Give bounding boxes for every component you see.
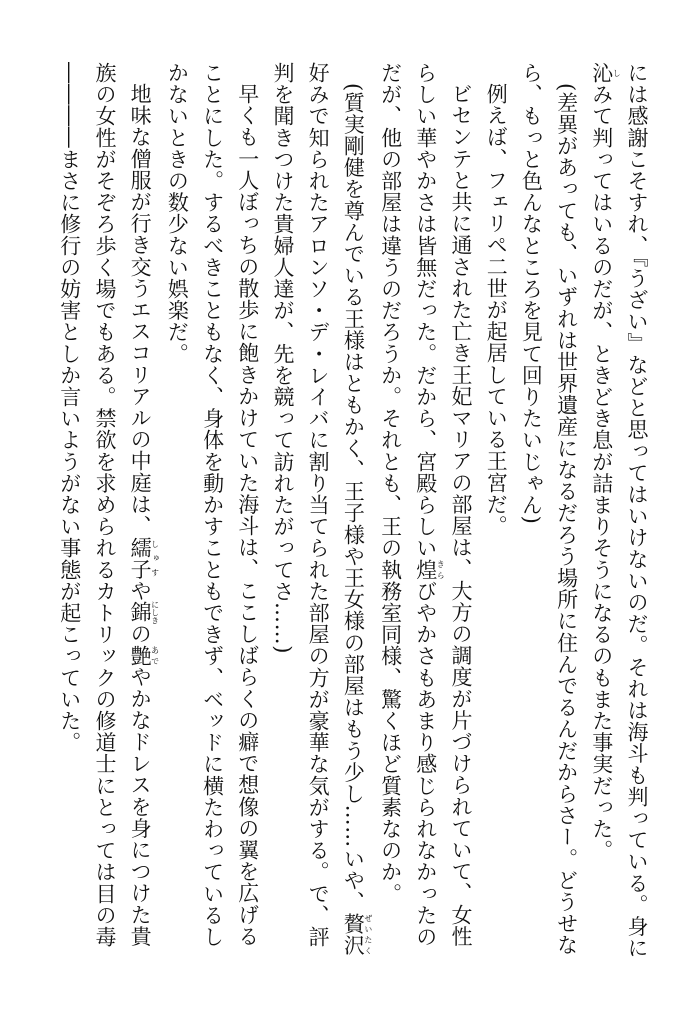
text-run: や	[128, 579, 153, 602]
paragraph	[478, 62, 513, 962]
paragraph	[584, 62, 654, 962]
ruby-reading: ぜいたく	[363, 912, 373, 956]
vertical-text-body	[34, 62, 654, 962]
text-run: びやかさもあまり感じられなかったのだが、他の部屋は違うのだろうか。それとも、王の執務室同様、驚くほど質素なのか。	[378, 62, 438, 948]
paragraph	[87, 62, 159, 962]
text-run: 早くも一人ぼっちの散歩に飽きかけていた海斗は、ここしばらくの癖で想像の翼を広げることにした。するべきこともなく、身体を動かすこともできず、ベッドに横たわっているしかないときの数少ない娯楽だ。	[165, 62, 260, 948]
text-run: 好みで知られたアロンソ・デ・レイバに割り当てられた部屋の方が豪華な気がする。で、評判を聞きつけた貴婦人達が、先を競って訪れたがってさ……)	[270, 62, 331, 948]
text-run: みて判ってはいるのだが、ときどき息が詰まりそうになるのもまた事実だった。	[589, 83, 614, 862]
ruby-base: 贅沢	[341, 912, 366, 956]
paragraph	[265, 62, 373, 962]
ruby-reading: しゅす	[150, 536, 160, 580]
text-run: には感謝こそすれ、『うざい』などと思ってはいけないのだ。それは海斗も判っている。身に	[625, 62, 649, 959]
ruby-annotation	[341, 912, 373, 956]
ruby-base: 煌	[413, 558, 438, 581]
ruby-base: 錦	[128, 600, 153, 625]
text-run: やかなドレスを身につけた貴族の女性がそぞろ歩く場でもある。禁欲を求められるカトリックの修道士にとっては目の毒	[92, 62, 153, 948]
ruby-annotation	[413, 558, 446, 581]
paragraph	[52, 62, 87, 962]
ruby-annotation	[128, 536, 160, 580]
paragraph	[159, 62, 265, 962]
ruby-reading: あで	[150, 644, 160, 667]
text-run: ビセンテと共に通された亡き王妃マリアの部屋は、大方の調度が片づけられていて、女性らしい華やかさは皆無だった。だから、宮殿らしい	[413, 62, 473, 947]
text-run: ――――まさに修行の妨害としか言いようがない事態が起こっていた。	[57, 62, 82, 754]
text-run: の	[128, 623, 153, 645]
text-run: 地味な僧服が行き交うエスコリアルの中庭は、	[128, 83, 153, 537]
text-run: (差異があっても、いずれは世界遺産になるだろう場所に住んでるんだからさー。どうせなら、もっと色んなところを見て回りたいじゃん)	[519, 62, 579, 956]
ruby-reading: し	[612, 62, 622, 84]
ruby-base: 繻子	[128, 536, 153, 580]
text-run: (質実剛健を尊んでいる王様はともかく、王子様や王女様の部屋はもう少し……いや、	[341, 83, 366, 913]
paragraph	[372, 62, 478, 962]
ruby-annotation	[128, 600, 160, 625]
ruby-reading: きら	[436, 558, 446, 581]
text-run: 例えば、フェリペ二世が起居している王宮だ。	[484, 83, 509, 537]
paragraph	[513, 62, 583, 962]
ruby-reading: にしき	[150, 600, 160, 625]
ruby-annotation	[589, 62, 622, 84]
ruby-annotation	[128, 644, 160, 667]
ruby-base: 沁	[589, 62, 614, 84]
ruby-base: 艶	[128, 644, 153, 667]
